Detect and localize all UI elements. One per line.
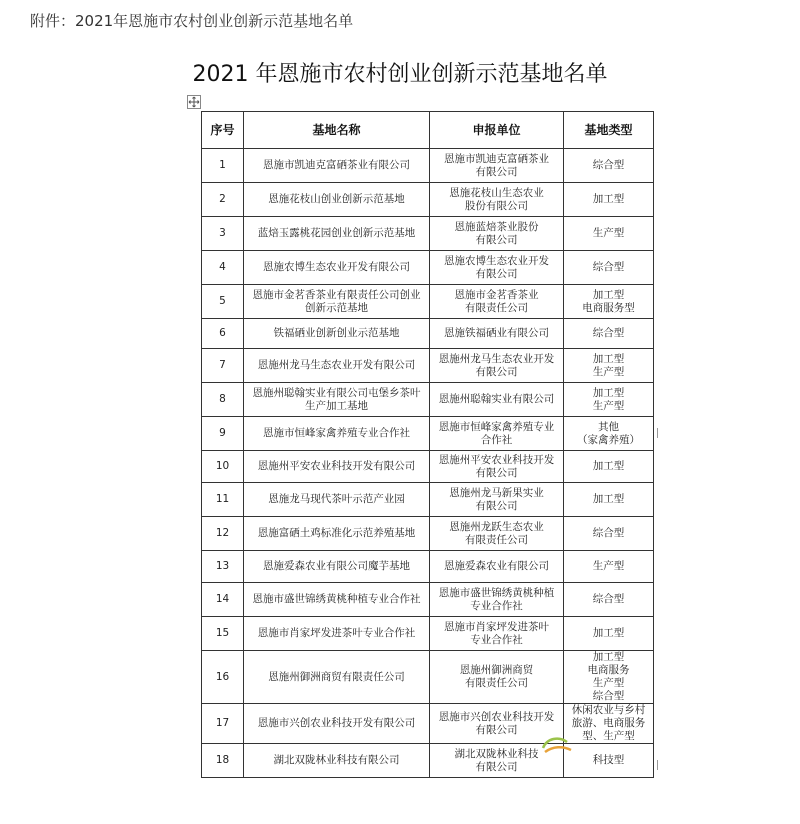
cell-no: 11 bbox=[202, 483, 244, 517]
watermark-logo-icon bbox=[537, 734, 577, 756]
cell-base-name: 恩施市恒峰家禽养殖专业合作社 bbox=[244, 417, 430, 451]
cell-no: 2 bbox=[202, 183, 244, 217]
header-applicant: 申报单位 bbox=[430, 112, 564, 149]
cell-base-name: 恩施州平安农业科技开发有限公司 bbox=[244, 451, 430, 483]
table-row bbox=[202, 483, 654, 517]
cell-applicant: 恩施爱森农业有限公司 bbox=[430, 551, 564, 583]
cell-no: 14 bbox=[202, 583, 244, 617]
cell-no: 4 bbox=[202, 251, 244, 285]
table-row bbox=[202, 417, 654, 451]
cell-no: 12 bbox=[202, 517, 244, 551]
cell-base-type: 综合型 bbox=[564, 583, 654, 617]
cell-base-type: 科技型 bbox=[564, 744, 654, 778]
cell-applicant: 恩施市肖家坪发进茶叶 专业合作社 bbox=[430, 617, 564, 651]
cell-applicant: 恩施州平安农业科技开发 有限公司 bbox=[430, 451, 564, 483]
table-row bbox=[202, 583, 654, 617]
cell-no: 8 bbox=[202, 383, 244, 417]
cell-base-name: 恩施州聪翰实业有限公司屯堡乡茶叶 生产加工基地 bbox=[244, 383, 430, 417]
cell-base-type: 加工型 生产型 bbox=[564, 349, 654, 383]
table-row bbox=[202, 704, 654, 744]
table-edge-marker bbox=[657, 428, 658, 438]
cell-applicant: 恩施州龙马新果实业 有限公司 bbox=[430, 483, 564, 517]
cell-base-type: 加工型 电商服务型 bbox=[564, 285, 654, 319]
cell-base-type: 综合型 bbox=[564, 251, 654, 285]
cell-no: 9 bbox=[202, 417, 244, 451]
cell-applicant: 恩施市凯迪克富硒茶业 有限公司 bbox=[430, 149, 564, 183]
cell-applicant: 恩施铁福硒业有限公司 bbox=[430, 319, 564, 349]
table-row bbox=[202, 744, 654, 778]
cell-applicant: 恩施市盛世锦绣黄桃种植 专业合作社 bbox=[430, 583, 564, 617]
cell-base-type: 加工型 生产型 bbox=[564, 383, 654, 417]
cell-base-name: 恩施农博生态农业开发有限公司 bbox=[244, 251, 430, 285]
table-row bbox=[202, 651, 654, 704]
cell-base-type: 生产型 bbox=[564, 551, 654, 583]
cell-no: 6 bbox=[202, 319, 244, 349]
document-title: 2021 年恩施市农村创业创新示范基地名单 bbox=[192, 62, 608, 87]
table-edge-marker bbox=[657, 760, 658, 770]
cell-no: 10 bbox=[202, 451, 244, 483]
cell-base-name: 恩施花枝山创业创新示范基地 bbox=[244, 183, 430, 217]
table-row bbox=[202, 551, 654, 583]
cell-base-type: 综合型 bbox=[564, 149, 654, 183]
cell-base-type: 综合型 bbox=[564, 319, 654, 349]
cell-base-name: 恩施市兴创农业科技开发有限公司 bbox=[244, 704, 430, 744]
cell-no: 5 bbox=[202, 285, 244, 319]
header-no: 序号 bbox=[202, 112, 244, 149]
cell-base-type: 加工型 bbox=[564, 617, 654, 651]
cell-base-name: 恩施州御洲商贸有限责任公司 bbox=[244, 651, 430, 704]
table-row bbox=[202, 217, 654, 251]
demo-base-table bbox=[201, 111, 654, 778]
table-row bbox=[202, 517, 654, 551]
cell-base-name: 恩施市肖家坪发进茶叶专业合作社 bbox=[244, 617, 430, 651]
cell-applicant: 恩施州龙跃生态农业 有限责任公司 bbox=[430, 517, 564, 551]
cell-base-type: 加工型 电商服务 生产型 综合型 bbox=[564, 651, 654, 704]
cell-base-type: 加工型 bbox=[564, 451, 654, 483]
cell-base-name: 蓝焙玉露桃花园创业创新示范基地 bbox=[244, 217, 430, 251]
cell-applicant: 恩施市兴创农业科技开发 有限公司 bbox=[430, 704, 564, 744]
table-row bbox=[202, 383, 654, 417]
cell-base-name: 恩施市盛世锦绣黄桃种植专业合作社 bbox=[244, 583, 430, 617]
table-move-handle-icon[interactable] bbox=[187, 95, 201, 109]
cell-base-name: 恩施市凯迪克富硒茶业有限公司 bbox=[244, 149, 430, 183]
cell-applicant: 恩施市恒峰家禽养殖专业 合作社 bbox=[430, 417, 564, 451]
cell-no: 16 bbox=[202, 651, 244, 704]
cell-applicant: 恩施市金茗香茶业 有限责任公司 bbox=[430, 285, 564, 319]
cell-base-type: 其他 （家禽养殖） bbox=[564, 417, 654, 451]
cell-no: 18 bbox=[202, 744, 244, 778]
attachment-caption: 附件：2021年恩施市农村创业创新示范基地名单 bbox=[30, 12, 354, 30]
cell-applicant: 恩施州龙马生态农业开发 有限公司 bbox=[430, 349, 564, 383]
cell-no: 13 bbox=[202, 551, 244, 583]
cell-base-name: 恩施爱森农业有限公司魔芋基地 bbox=[244, 551, 430, 583]
cell-base-name: 湖北双陇林业科技有限公司 bbox=[244, 744, 430, 778]
header-base-type: 基地类型 bbox=[564, 112, 654, 149]
cell-applicant: 恩施蓝焙茶业股份 有限公司 bbox=[430, 217, 564, 251]
cell-no: 17 bbox=[202, 704, 244, 744]
table-row bbox=[202, 149, 654, 183]
cell-applicant: 恩施农博生态农业开发 有限公司 bbox=[430, 251, 564, 285]
cell-no: 15 bbox=[202, 617, 244, 651]
cell-applicant: 恩施州聪翰实业有限公司 bbox=[430, 383, 564, 417]
cell-base-name: 恩施龙马现代茶叶示范产业园 bbox=[244, 483, 430, 517]
table-row bbox=[202, 617, 654, 651]
header-base-name: 基地名称 bbox=[244, 112, 430, 149]
cell-no: 3 bbox=[202, 217, 244, 251]
cell-base-name: 恩施富硒土鸡标准化示范养殖基地 bbox=[244, 517, 430, 551]
cell-base-type: 生产型 bbox=[564, 217, 654, 251]
cell-base-name: 恩施市金茗香茶业有限责任公司创业 创新示范基地 bbox=[244, 285, 430, 319]
cell-applicant: 湖北双陇林业科技 有限公司 bbox=[430, 744, 564, 778]
table-row bbox=[202, 183, 654, 217]
cell-base-type: 加工型 bbox=[564, 483, 654, 517]
table-row bbox=[202, 251, 654, 285]
cell-base-type: 综合型 bbox=[564, 517, 654, 551]
cell-no: 1 bbox=[202, 149, 244, 183]
cell-base-name: 恩施州龙马生态农业开发有限公司 bbox=[244, 349, 430, 383]
cell-no: 7 bbox=[202, 349, 244, 383]
cell-base-type: 休闲农业与乡村 旅游、电商服务 型、生产型 bbox=[564, 704, 654, 744]
cell-applicant: 恩施花枝山生态农业 股份有限公司 bbox=[430, 183, 564, 217]
cell-base-name: 铁福硒业创新创业示范基地 bbox=[244, 319, 430, 349]
table-row bbox=[202, 285, 654, 319]
table-row bbox=[202, 319, 654, 349]
table-row bbox=[202, 451, 654, 483]
table-row bbox=[202, 349, 654, 383]
cell-base-type: 加工型 bbox=[564, 183, 654, 217]
table-header-row bbox=[202, 112, 654, 149]
cell-applicant: 恩施州御洲商贸 有限责任公司 bbox=[430, 651, 564, 704]
